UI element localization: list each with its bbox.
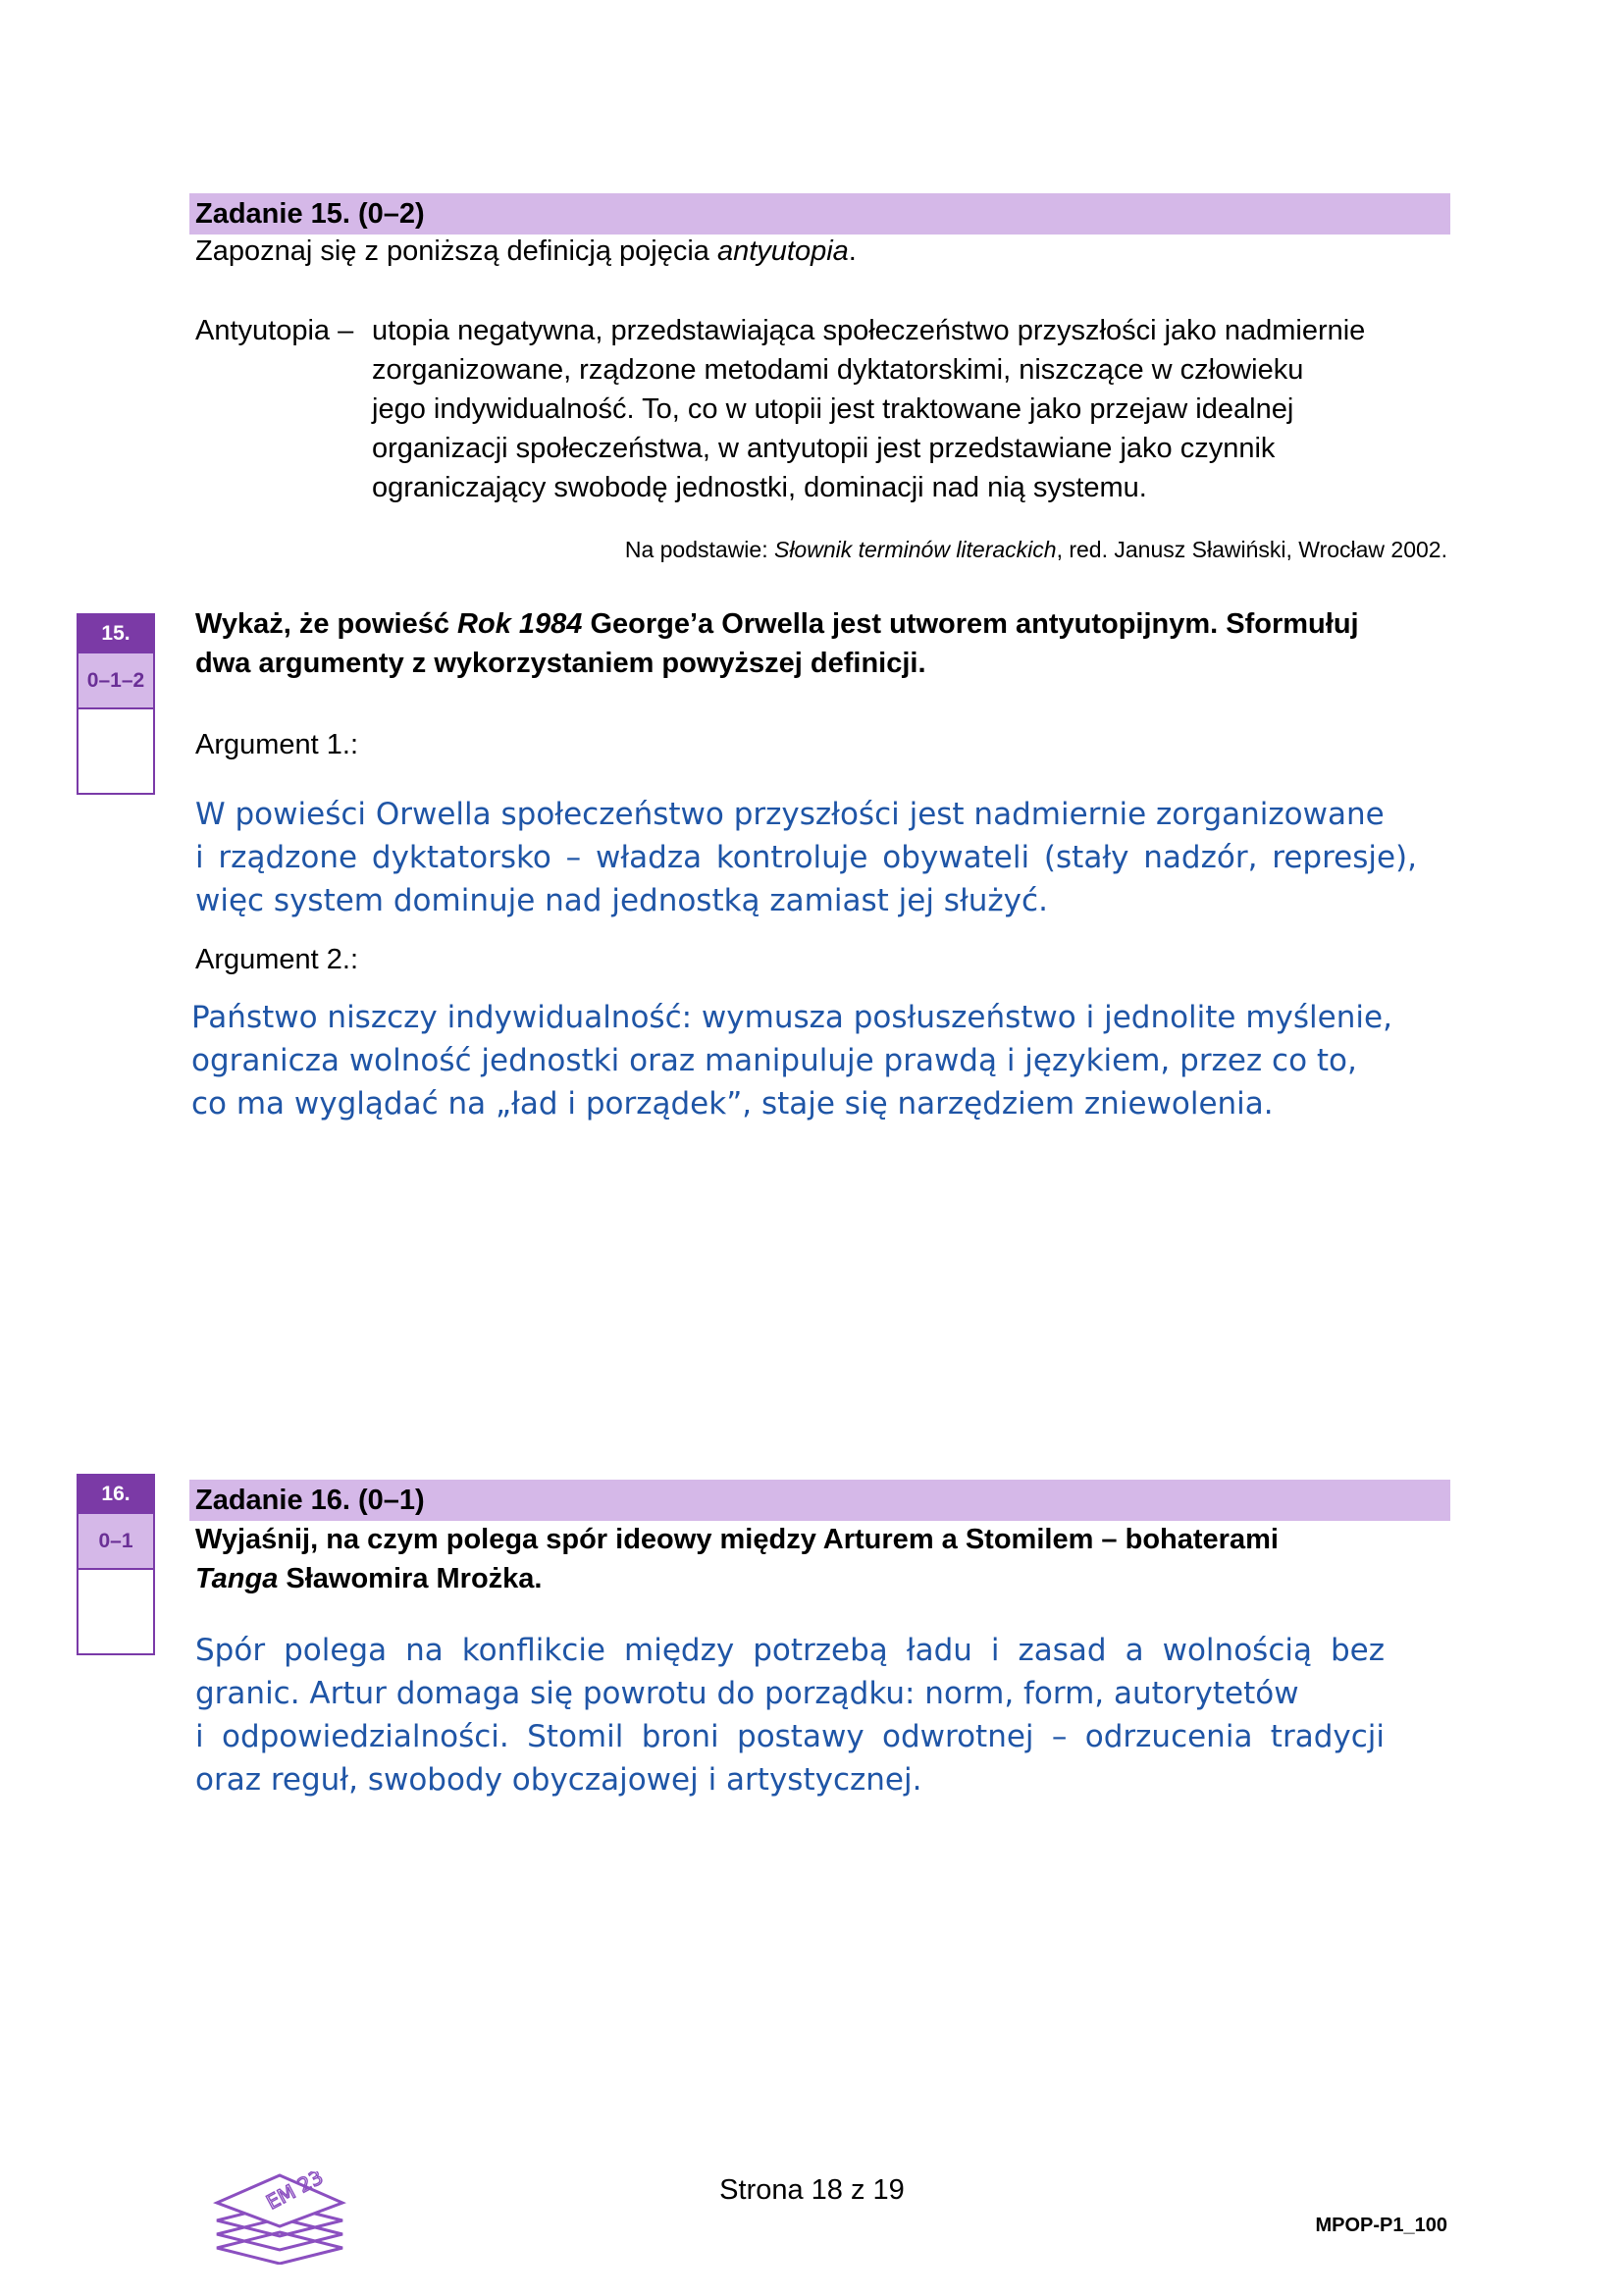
answer-line: i rządzone dyktatorsko – władza kontroluje obywateli (stały nadzór, represje),: [195, 840, 1417, 875]
page-number: Strona 18 z 19: [719, 2174, 905, 2206]
answer-line: granic. Artur domaga się powrotu do porządku: norm, form, autorytetów: [195, 1676, 1299, 1711]
definition-line: zorganizowane, rządzone metodami dyktatorskimi, niszczące w człowieku: [372, 354, 1304, 386]
definition-line: jego indywidualność. To, co w utopii jest traktowane jako przejaw idealnej: [372, 393, 1294, 425]
exam-code: MPOP-P1_100: [1315, 2215, 1447, 2236]
argument2-answer[interactable]: [191, 996, 1418, 1125]
definition-line: organizacji społeczeństwa, w antyutopii jest przedstawiane jako czynnik: [372, 433, 1276, 464]
logo-text: EM 23: [262, 2171, 328, 2215]
definition-line: utopia negatywna, przedstawiająca społeczeństwo przyszłości jako nadmiernie: [372, 315, 1366, 346]
task15-header: Zadanie 15. (0–2): [189, 193, 1450, 235]
intro-term: antyutopia: [716, 235, 849, 267]
task15-score-field[interactable]: [79, 709, 153, 793]
answer-line: Państwo niszczy indywidualność: wymusza posłuszeństwo i jednolite myślenie,: [191, 1000, 1392, 1035]
definition-body: [372, 311, 1451, 507]
answer-line: W powieści Orwella społeczeństwo przyszłości jest nadmiernie zorganizowane: [195, 797, 1385, 832]
answer-line: oraz reguł, swobody obyczajowej i artystycznej.: [195, 1762, 922, 1798]
answer-line: Spór polega na konflikcie między potrzebą ładu i zasad a wolnością bez: [195, 1633, 1385, 1668]
definition-line: ograniczający swobodę jednostki, dominacji nad nią systemu.: [372, 472, 1147, 503]
definition-source: Na podstawie: Słownik terminów literackich, red. Janusz Sławiński, Wrocław 2002.: [624, 537, 1447, 562]
answer-line: i odpowiedzialności. Stomil broni postawy odwrotnej – odrzucenia tradycji: [195, 1719, 1385, 1754]
argument2-label: Argument 2.:: [195, 944, 359, 975]
task15-score-box: [77, 613, 155, 795]
task15-intro: [195, 232, 857, 271]
task16-score-box: [77, 1474, 155, 1655]
answer-line: ogranicza wolność jednostki oraz manipuluje prawdą i językiem, przez co to,: [191, 1043, 1357, 1078]
task16-score-field[interactable]: [79, 1570, 153, 1653]
answer-line: więc system dominuje nad jednostką zamiast jej służyć.: [195, 883, 1048, 918]
task16-score-range: 0–1: [79, 1512, 153, 1570]
task16-answer[interactable]: [195, 1629, 1385, 1801]
task15-score-number: 15.: [79, 615, 153, 652]
intro-text: Zapoznaj się z poniższą definicją pojęcia: [195, 235, 717, 267]
answer-line: co ma wyglądać na „ład i porządek”, staje się narzędziem zniewolenia.: [191, 1086, 1274, 1122]
argument1-answer[interactable]: [195, 793, 1417, 922]
argument1-label: Argument 1.:: [195, 729, 359, 760]
task16-header: Zadanie 16. (0–1): [189, 1480, 1450, 1521]
task16-question: Wyjaśnij, na czym polega spór ideowy między Arturem a Stomilem – bohaterami Tanga Sławomira Mrożka.: [195, 1524, 1279, 1594]
task16-score-number: 16.: [79, 1476, 153, 1512]
task15-score-range: 0–1–2: [79, 652, 153, 709]
task15-question: Wykaż, że powieść Rok 1984 George’a Orwella jest utworem antyutopijnym. Sformułuj dwa argumenty z wykorzystaniem powyższej definicji.: [195, 608, 1359, 679]
intro-end: .: [848, 235, 857, 267]
definition-term: Antyutopia –: [195, 315, 354, 346]
